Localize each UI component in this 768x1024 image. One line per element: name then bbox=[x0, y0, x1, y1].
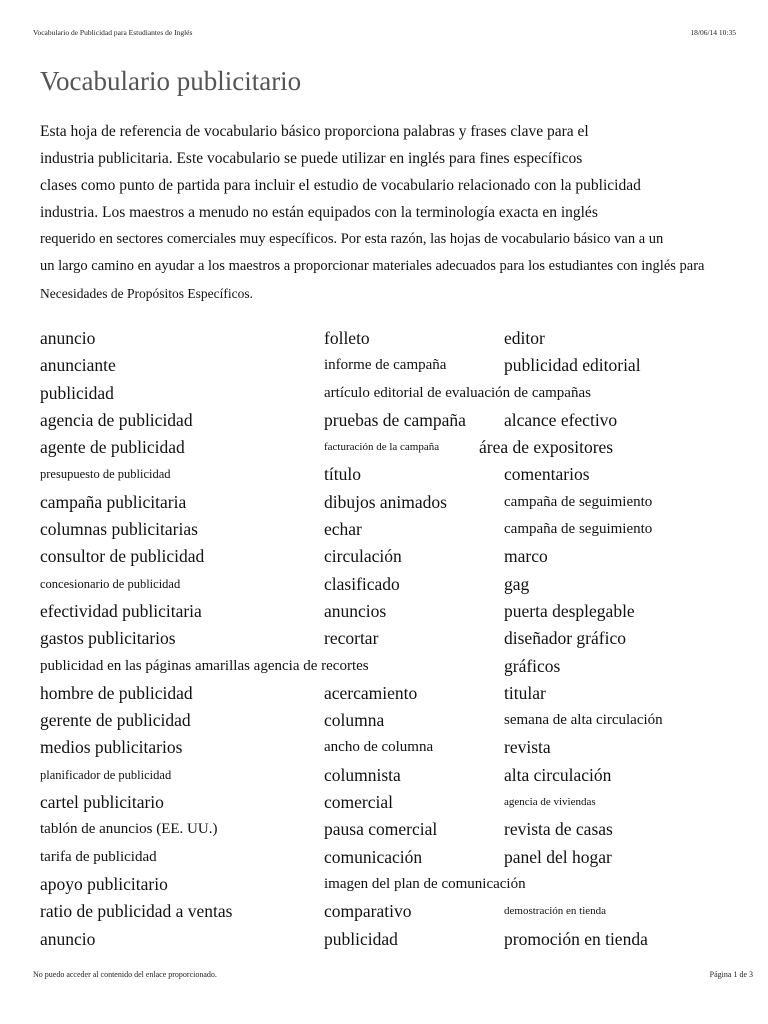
vocab-term: tablón de anuncios (EE. UU.) bbox=[40, 821, 218, 838]
vocab-term: revista bbox=[504, 737, 551, 758]
intro-line: clases como punto de partida para incluir el estudio de vocabulario relacionado con la publicidad bbox=[40, 177, 641, 194]
vocab-row bbox=[40, 734, 768, 761]
vocab-term: circulación bbox=[324, 546, 402, 567]
vocab-term: folleto bbox=[324, 328, 370, 348]
vocab-row bbox=[40, 461, 768, 488]
intro-line: requerido en sectores comerciales muy específicos. Por esta razón, las hojas de vocabulario básico van a un bbox=[40, 231, 664, 247]
vocab-term: clasificado bbox=[324, 573, 400, 594]
vocab-row bbox=[40, 352, 768, 379]
vocab-term: efectividad publicitaria bbox=[40, 600, 202, 621]
vocab-term: panel del hogar bbox=[504, 846, 612, 867]
vocab-term: planificador de publicidad bbox=[40, 767, 172, 782]
vocab-term: titular bbox=[504, 682, 546, 703]
vocab-row bbox=[40, 789, 768, 816]
vocab-term: consultor de publicidad bbox=[40, 546, 205, 567]
vocab-term: pausa comercial bbox=[324, 819, 438, 840]
print-header-timestamp: 18/06/14 10:35 bbox=[690, 28, 736, 37]
vocab-term: concesionario de publicidad bbox=[40, 576, 181, 591]
vocab-term: anuncios bbox=[324, 600, 387, 621]
vocab-term: editor bbox=[504, 328, 545, 348]
vocab-row bbox=[40, 653, 768, 680]
vocab-term: apoyo publicitario bbox=[40, 873, 168, 894]
vocab-row bbox=[40, 898, 768, 925]
vocab-term: área de expositores bbox=[479, 437, 614, 458]
vocab-term: agente de publicidad bbox=[40, 437, 185, 458]
vocab-term: cartel publicitario bbox=[40, 792, 164, 813]
intro-line: Necesidades de Propósitos Específicos. bbox=[40, 286, 253, 301]
vocab-row bbox=[40, 816, 768, 843]
page-number: Página 1 de 3 bbox=[709, 970, 753, 979]
vocab-term: publicidad en las páginas amarillas agencia de recortes bbox=[40, 657, 369, 674]
vocab-term: gastos publicitarios bbox=[40, 628, 176, 649]
vocab-term: gerente de publicidad bbox=[40, 710, 191, 731]
vocab-term: comentarios bbox=[504, 464, 590, 485]
vocab-term: agencia de publicidad bbox=[40, 409, 193, 430]
vocab-term: anuncio bbox=[40, 328, 96, 348]
vocab-term: agencia de viviendas bbox=[504, 796, 596, 809]
intro-line: un largo camino en ayudar a los maestros a proporcionar materiales adecuados para los estudiantes con inglés para bbox=[40, 258, 705, 274]
vocab-term: columna bbox=[324, 710, 385, 731]
vocab-term: tarifa de publicidad bbox=[40, 848, 157, 865]
intro-line: industria. Los maestros a menudo no están equipados con la terminología exacta en inglés bbox=[40, 204, 598, 221]
vocab-row bbox=[40, 543, 768, 570]
vocab-term: acercamiento bbox=[324, 682, 418, 703]
vocab-row bbox=[40, 516, 768, 543]
vocab-row bbox=[40, 680, 768, 707]
vocab-row bbox=[40, 625, 768, 652]
vocab-term: campaña de seguimiento bbox=[504, 493, 653, 510]
vocab-term: diseñador gráfico bbox=[504, 628, 626, 649]
vocab-term: ratio de publicidad a ventas bbox=[40, 901, 233, 922]
vocab-term: columnas publicitarias bbox=[40, 519, 198, 540]
vocab-row bbox=[40, 489, 768, 516]
vocab-term: hombre de publicidad bbox=[40, 682, 193, 703]
vocab-term: alta circulación bbox=[504, 764, 612, 785]
vocab-term: columnista bbox=[324, 764, 401, 785]
vocab-term: facturación de la campaña bbox=[324, 441, 440, 454]
vocab-row bbox=[40, 762, 768, 789]
vocab-term: semana de alta circulación bbox=[504, 712, 663, 729]
vocab-term: medios publicitarios bbox=[40, 737, 183, 758]
vocab-row bbox=[40, 707, 768, 734]
vocab-row bbox=[40, 844, 768, 871]
page-title: Vocabulario publicitario bbox=[40, 66, 302, 96]
print-header bbox=[33, 28, 736, 42]
vocab-term: demostración en tienda bbox=[504, 905, 607, 918]
vocab-term: anunciante bbox=[40, 355, 116, 376]
vocab-row bbox=[40, 871, 768, 898]
vocab-row bbox=[40, 407, 768, 434]
vocab-row bbox=[40, 380, 768, 407]
vocab-term: puerta desplegable bbox=[504, 600, 635, 621]
vocab-term: alcance efectivo bbox=[504, 409, 618, 430]
vocab-term: campaña publicitaria bbox=[40, 491, 187, 512]
vocab-term: ancho de columna bbox=[324, 739, 434, 756]
vocab-term: revista de casas bbox=[504, 819, 613, 840]
print-footer bbox=[33, 970, 753, 984]
vocab-term: gráficos bbox=[504, 655, 561, 676]
vocabulary-list bbox=[40, 325, 768, 953]
vocab-term: echar bbox=[324, 519, 362, 540]
vocab-term: recortar bbox=[324, 628, 379, 649]
vocab-term: dibujos animados bbox=[324, 491, 447, 512]
intro-line: Esta hoja de referencia de vocabulario básico proporciona palabras y frases clave para el bbox=[40, 123, 589, 140]
vocab-term: publicidad editorial bbox=[504, 355, 641, 376]
vocab-term: comercial bbox=[324, 792, 393, 813]
vocab-row bbox=[40, 325, 768, 352]
vocab-term: informe de campaña bbox=[324, 357, 447, 374]
vocab-term: comunicación bbox=[324, 846, 423, 867]
vocab-row bbox=[40, 926, 768, 953]
vocab-term: pruebas de campaña bbox=[324, 409, 466, 430]
vocab-row bbox=[40, 598, 768, 625]
vocab-term: gag bbox=[504, 573, 530, 594]
intro-line: industria publicitaria. Este vocabulario se puede utilizar en inglés para fines específicos bbox=[40, 150, 583, 167]
vocab-term: publicidad bbox=[324, 928, 398, 949]
vocab-term: título bbox=[324, 464, 361, 485]
vocab-term: presupuesto de publicidad bbox=[40, 467, 171, 482]
vocab-row bbox=[40, 571, 768, 598]
print-header-title: Vocabulario de Publicidad para Estudiantes de Inglés bbox=[33, 28, 193, 37]
vocab-term: comparativo bbox=[324, 901, 412, 922]
vocab-term: imagen del plan de comunicación bbox=[324, 875, 526, 892]
vocab-row bbox=[40, 434, 768, 461]
vocab-term: campaña de seguimiento bbox=[504, 521, 653, 538]
vocab-term: artículo editorial de evaluación de campañas bbox=[324, 384, 591, 401]
vocab-term: marco bbox=[504, 546, 548, 567]
footer-note: No puedo acceder al contenido del enlace proporcionado. bbox=[33, 970, 217, 979]
vocab-term: anuncio bbox=[40, 928, 96, 949]
vocab-term: promoción en tienda bbox=[504, 928, 648, 949]
vocab-term: publicidad bbox=[40, 382, 114, 403]
intro-paragraph bbox=[40, 118, 768, 307]
